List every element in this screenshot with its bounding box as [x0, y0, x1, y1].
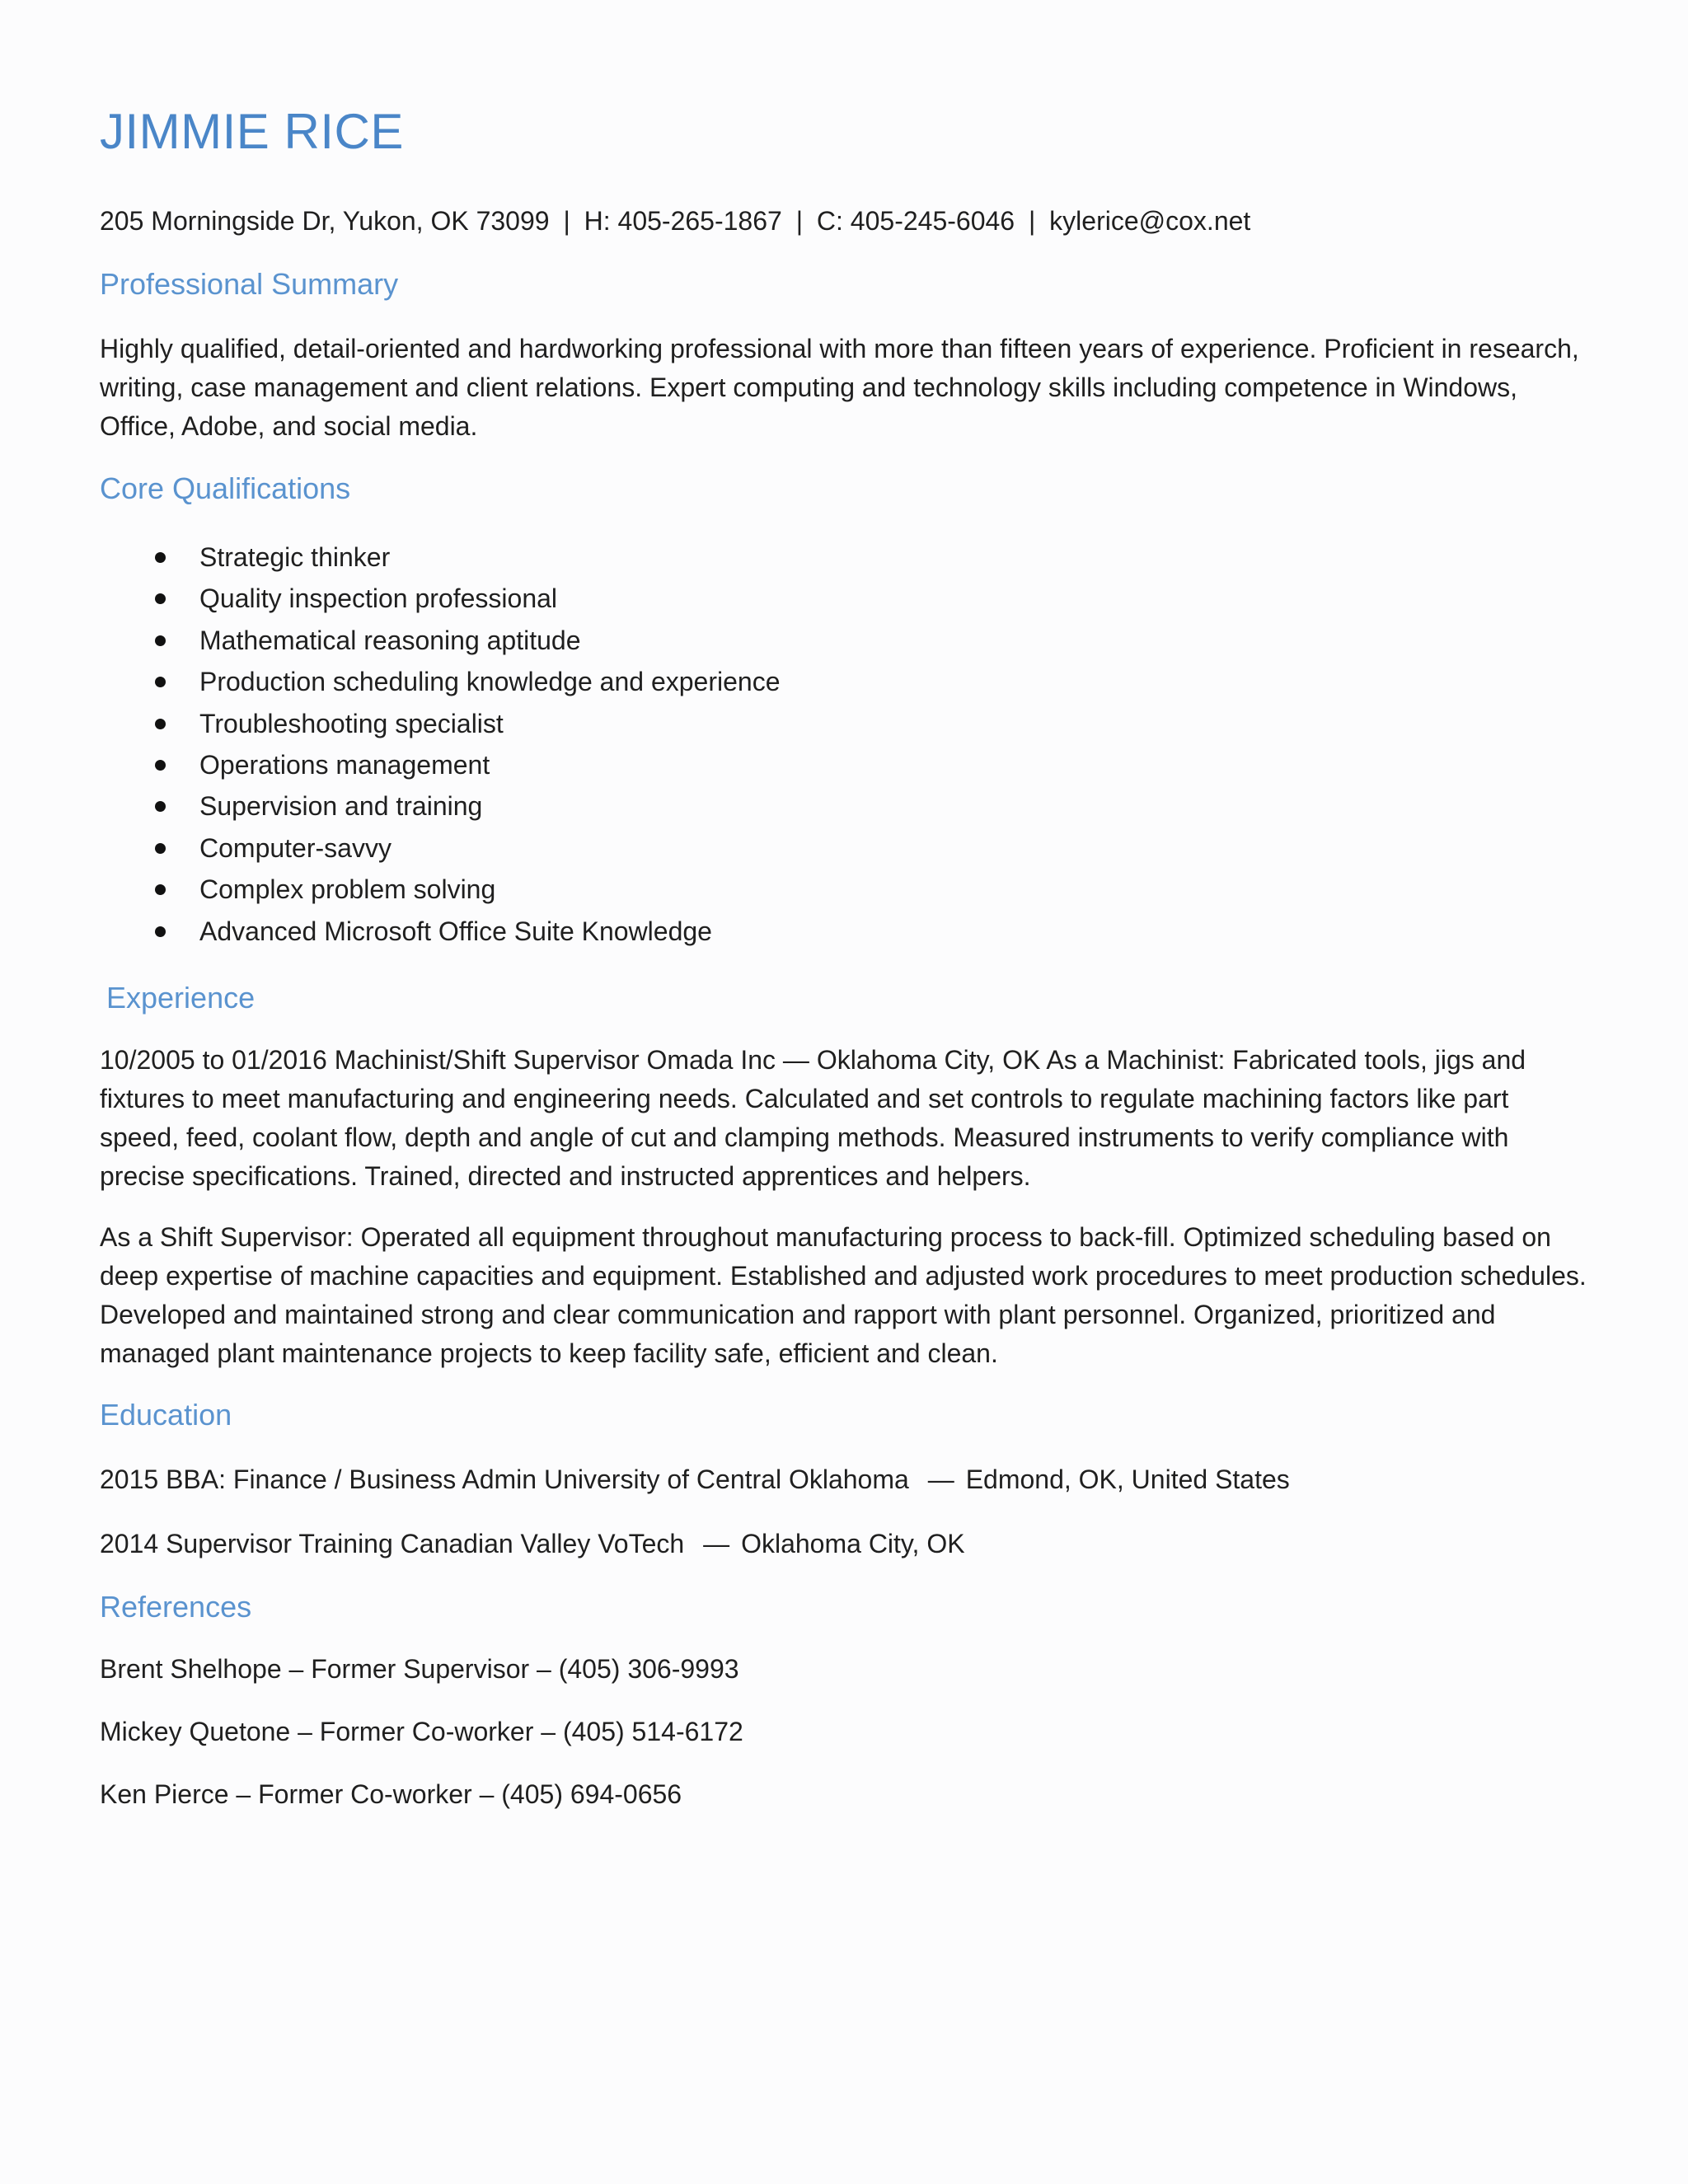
list-item [100, 620, 1592, 661]
qualification-text: Troubleshooting specialist [199, 708, 504, 738]
list-item [100, 869, 1592, 910]
reference-item: Ken Pierce – Former Co-worker – (405) 694-0656 [100, 1779, 682, 1810]
bullet-icon [155, 552, 166, 563]
education-heading: Education [100, 1398, 232, 1432]
qualification-text: Strategic thinker [199, 542, 391, 572]
bullet-icon [155, 677, 166, 687]
experience-role: Machinist/Shift Supervisor Omada Inc [334, 1045, 776, 1076]
education-detail: BBA: Finance / Business Admin University of Central Oklahoma [166, 1465, 909, 1495]
email: kylerice@cox.net [1049, 206, 1251, 236]
address: 205 Morningside Dr, Yukon, OK 73099 [100, 206, 550, 236]
bullet-icon [155, 801, 166, 812]
experience-paragraph-2: As a Shift Supervisor: Operated all equipment throughout manufacturing process to back-fill. Optimized scheduling based on deep expertise of machine capacities and equipment. Established and adjusted work procedures to meet production schedules. Developed and maintained strong and clear communication and rapport with plant personnel. Organized, prioritized and managed plant maintenance projects to keep facility safe, efficient and clean. [100, 1222, 1587, 1369]
qualification-text: Supervision and training [199, 791, 483, 822]
qualifications-heading: Core Qualifications [100, 471, 351, 505]
bullet-icon [155, 635, 166, 646]
list-item [100, 911, 1592, 952]
list-item [100, 744, 1592, 785]
bullet-icon [155, 719, 166, 729]
list-item [100, 578, 1592, 619]
qualification-text: Quality inspection professional [199, 583, 558, 614]
experience-text-1: As a Machinist: Fabricated tools, jigs and fixtures to meet manufacturing and engineering needs. Calculated and set controls to regulate machining factors like part speed, feed, coolant flow, depth and angle of cut and clamping methods. Measured instruments to verify compliance with precise specifications. Trained, directed and instructed apprentices and helpers. [100, 1045, 1526, 1192]
list-item [100, 661, 1592, 702]
summary-heading: Professional Summary [100, 267, 399, 301]
em-dash: — [927, 1465, 954, 1495]
separator: | [1028, 206, 1036, 236]
em-dash: — [703, 1529, 730, 1559]
bullet-icon [155, 760, 166, 771]
experience-dates: 10/2005 to 01/2016 [100, 1045, 327, 1076]
summary-text: Highly qualified, detail-oriented and hardworking professional with more than fifteen years of experience. Proficient in research, writing, case management and client relations. Expert computing and technology skills including competence in Windows, Office, Adobe, and social media. [100, 334, 1579, 441]
home-phone: H: 405-265-1867 [584, 206, 782, 236]
list-item [100, 785, 1592, 827]
qualification-text: Operations management [199, 750, 490, 780]
bullet-icon [155, 926, 166, 937]
qualification-text: Computer-savvy [199, 832, 392, 863]
education-year: 2014 [100, 1529, 159, 1559]
list-item [100, 827, 1592, 869]
cell-phone: C: 405-245-6046 [816, 206, 1015, 236]
references-heading: References [100, 1590, 252, 1624]
contact-line [100, 203, 1592, 239]
reference-item: Mickey Quetone – Former Co-worker – (405) 514-6172 [100, 1717, 743, 1747]
qualification-text: Advanced Microsoft Office Suite Knowledge [199, 916, 712, 946]
education-entry [100, 1461, 1592, 1497]
resume-page [100, 97, 1592, 1812]
em-dash: — [782, 1045, 809, 1076]
separator: | [563, 206, 570, 236]
experience-heading: Experience [106, 981, 256, 1015]
education-location: Edmond, OK, United States [965, 1465, 1290, 1495]
qualification-text: Mathematical reasoning aptitude [199, 625, 581, 655]
bullet-icon [155, 884, 166, 895]
bullet-icon [155, 843, 166, 854]
education-detail: Supervisor Training Canadian Valley VoTech [166, 1529, 685, 1559]
education-entry [100, 1526, 1592, 1562]
education-location: Oklahoma City, OK [741, 1529, 965, 1559]
list-item [100, 537, 1592, 578]
reference-item: Brent Shelhope – Former Supervisor – (405) 306-9993 [100, 1654, 739, 1685]
bullet-icon [155, 593, 166, 604]
list-item [100, 703, 1592, 744]
candidate-name: JIMMIE RICE [100, 104, 404, 159]
qualification-text: Production scheduling knowledge and experience [199, 667, 781, 697]
qualification-text: Complex problem solving [199, 874, 496, 905]
experience-location: Oklahoma City, OK [816, 1045, 1041, 1076]
education-year: 2015 [100, 1465, 159, 1495]
qualifications-list [100, 537, 1592, 952]
separator: | [795, 206, 804, 236]
experience-paragraph-1 [100, 1041, 1592, 1196]
